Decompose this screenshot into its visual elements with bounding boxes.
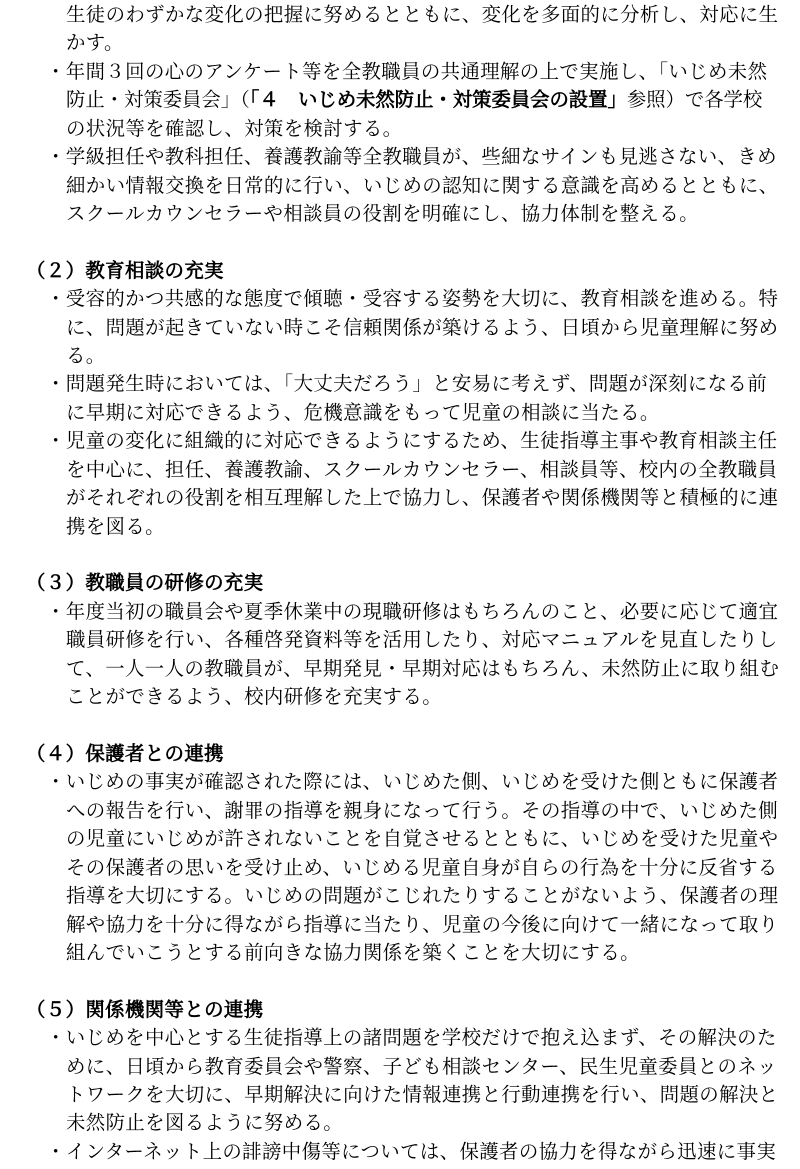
bullet-line: ・受容的かつ共感的な態度で傾聴・受容する姿勢を大切に、教育相談を進める。特 bbox=[46, 287, 779, 311]
bullet-item bbox=[0, 143, 800, 228]
text-line: に早期に対応できるよう、危機意識をもって児童の相談に当たる。 bbox=[66, 400, 660, 424]
text-line: への報告を行い、謝罪の指導を親身になって行う。その指導の中で、いじめた側 bbox=[66, 798, 779, 822]
bullet-item bbox=[0, 427, 800, 541]
text-line: を中心に、担任、養護教諭、スクールカウンセラー、相談員等、校内の全教職員 bbox=[66, 457, 778, 481]
bullet-item bbox=[0, 370, 800, 427]
section-staff-training bbox=[0, 569, 800, 711]
bullet-line: ・問題発生時においては、「大丈夫だろう」と安易に考えず、問題が深刻になる前 bbox=[46, 372, 767, 396]
bullet-line: ・児童の変化に組織的に対応できるようにするため、生徒指導主事や教育相談主任 bbox=[46, 429, 778, 453]
intro-block bbox=[0, 1, 800, 228]
text-line: 指導を大切にする。いじめの問題がこじれたりすることがないよう、保護者の理 bbox=[66, 884, 779, 908]
text-line: 生徒のわずかな変化の把握に努めるとともに、変化を多面的に分析し、対応に生 bbox=[66, 3, 779, 26]
text-line bbox=[0, 86, 800, 114]
section-education-consultation bbox=[0, 257, 800, 541]
bullet-item bbox=[0, 1138, 800, 1166]
text-line: 解や協力を十分に得ながら指導に当たり、児童の今後に向けて一緒になって取り bbox=[66, 912, 779, 936]
text-line: 携を図る。 bbox=[66, 514, 165, 538]
bullet-item bbox=[0, 598, 800, 712]
text-line: の状況等を確認し、対策を検討する。 bbox=[66, 116, 403, 140]
text-line: の児童にいじめが許されないことを自覚させるとともに、いじめを受けた児童や bbox=[66, 827, 779, 851]
text-line: がそれぞれの役割を相互理解した上で協力し、保護者や関係機関等と積極的に連 bbox=[66, 486, 779, 510]
text-line: ことができるよう、校内研修を充実する。 bbox=[66, 685, 443, 709]
text-line: 未然防止を図るように努める。 bbox=[66, 1111, 344, 1135]
bullet-item bbox=[0, 1024, 800, 1138]
text-line: 職員研修を行い、各種啓発資料等を活用したり、対応マニュアルを見直したりし bbox=[66, 628, 778, 652]
text-segment: 防止・対策委員会」（ bbox=[66, 88, 250, 112]
text-segment: 参照）で各学校 bbox=[626, 88, 763, 112]
section-related-agencies bbox=[0, 996, 800, 1167]
text-line: めに、日頃から教育委員会や警察、子ども相談センター、民生児童委員とのネッ bbox=[66, 1054, 777, 1078]
text-line: スクールカウンセラーや相談員の役割を明確にし、協力体制を整える。 bbox=[66, 201, 699, 225]
bullet-item bbox=[0, 768, 800, 967]
reference-bold-text: 「４ いじめ未然防止・対策委員会の設置」 bbox=[249, 88, 627, 112]
section-guardian-cooperation bbox=[0, 740, 800, 967]
section-heading: （３）教職員の研修の充実 bbox=[26, 571, 264, 595]
text-line: る。 bbox=[66, 344, 106, 368]
text-line: 組んでいこうとする前向きな協力関係を築くことを大切にする。 bbox=[66, 940, 640, 964]
text-line: トワークを大切に、早期解決に向けた情報連携と行動連携を行い、問題の解決と bbox=[66, 1083, 779, 1107]
bullet-line: ・年間３回の心のアンケート等を全教職員の共通理解の上で実施し、「いじめ未然 bbox=[46, 59, 768, 83]
bullet-item bbox=[0, 285, 800, 370]
section-heading: （２）教育相談の充実 bbox=[26, 258, 224, 282]
section-heading: （４）保護者との連携 bbox=[26, 741, 224, 765]
bullet-line: ・年度当初の職員会や夏季休業中の現職研修はもちろんのこと、必要に応じて適宜 bbox=[46, 599, 779, 623]
text-line: て、一人一人の教職員が、早期発見・早期対応はもちろん、未然防止に取り組む bbox=[66, 656, 780, 680]
bullet-item bbox=[0, 58, 800, 143]
bullet-line: ・学級担任や教科担任、養護教諭等全教職員が、些細なサインも見逃さない、きめ bbox=[46, 145, 777, 169]
bullet-line: ・いじめの事実が確認された際には、いじめた側、いじめを受けた側ともに保護者 bbox=[46, 770, 779, 794]
bullet-line: ・インターネット上の誹謗中傷等については、保護者の協力を得ながら迅速に事実 bbox=[46, 1139, 777, 1163]
text-line: に、問題が起きていない時こそ信頼関係が築けるよう、日頃から児童理解に努め bbox=[66, 315, 779, 339]
bullet-line: ・いじめを中心とする生徒指導上の諸問題を学校だけで抱え込まず、その解決のた bbox=[46, 1026, 777, 1050]
section-heading: （５）関係機関等との連携 bbox=[26, 997, 264, 1021]
text-line: 細かい情報交換を日常的に行い、いじめの認知に関する意識を高めるとともに、 bbox=[66, 173, 779, 197]
text-line: その保護者の思いを受け止め、いじめる児童自身が自らの行為を十分に反省する bbox=[66, 855, 778, 879]
text-line: かす。 bbox=[66, 31, 124, 55]
